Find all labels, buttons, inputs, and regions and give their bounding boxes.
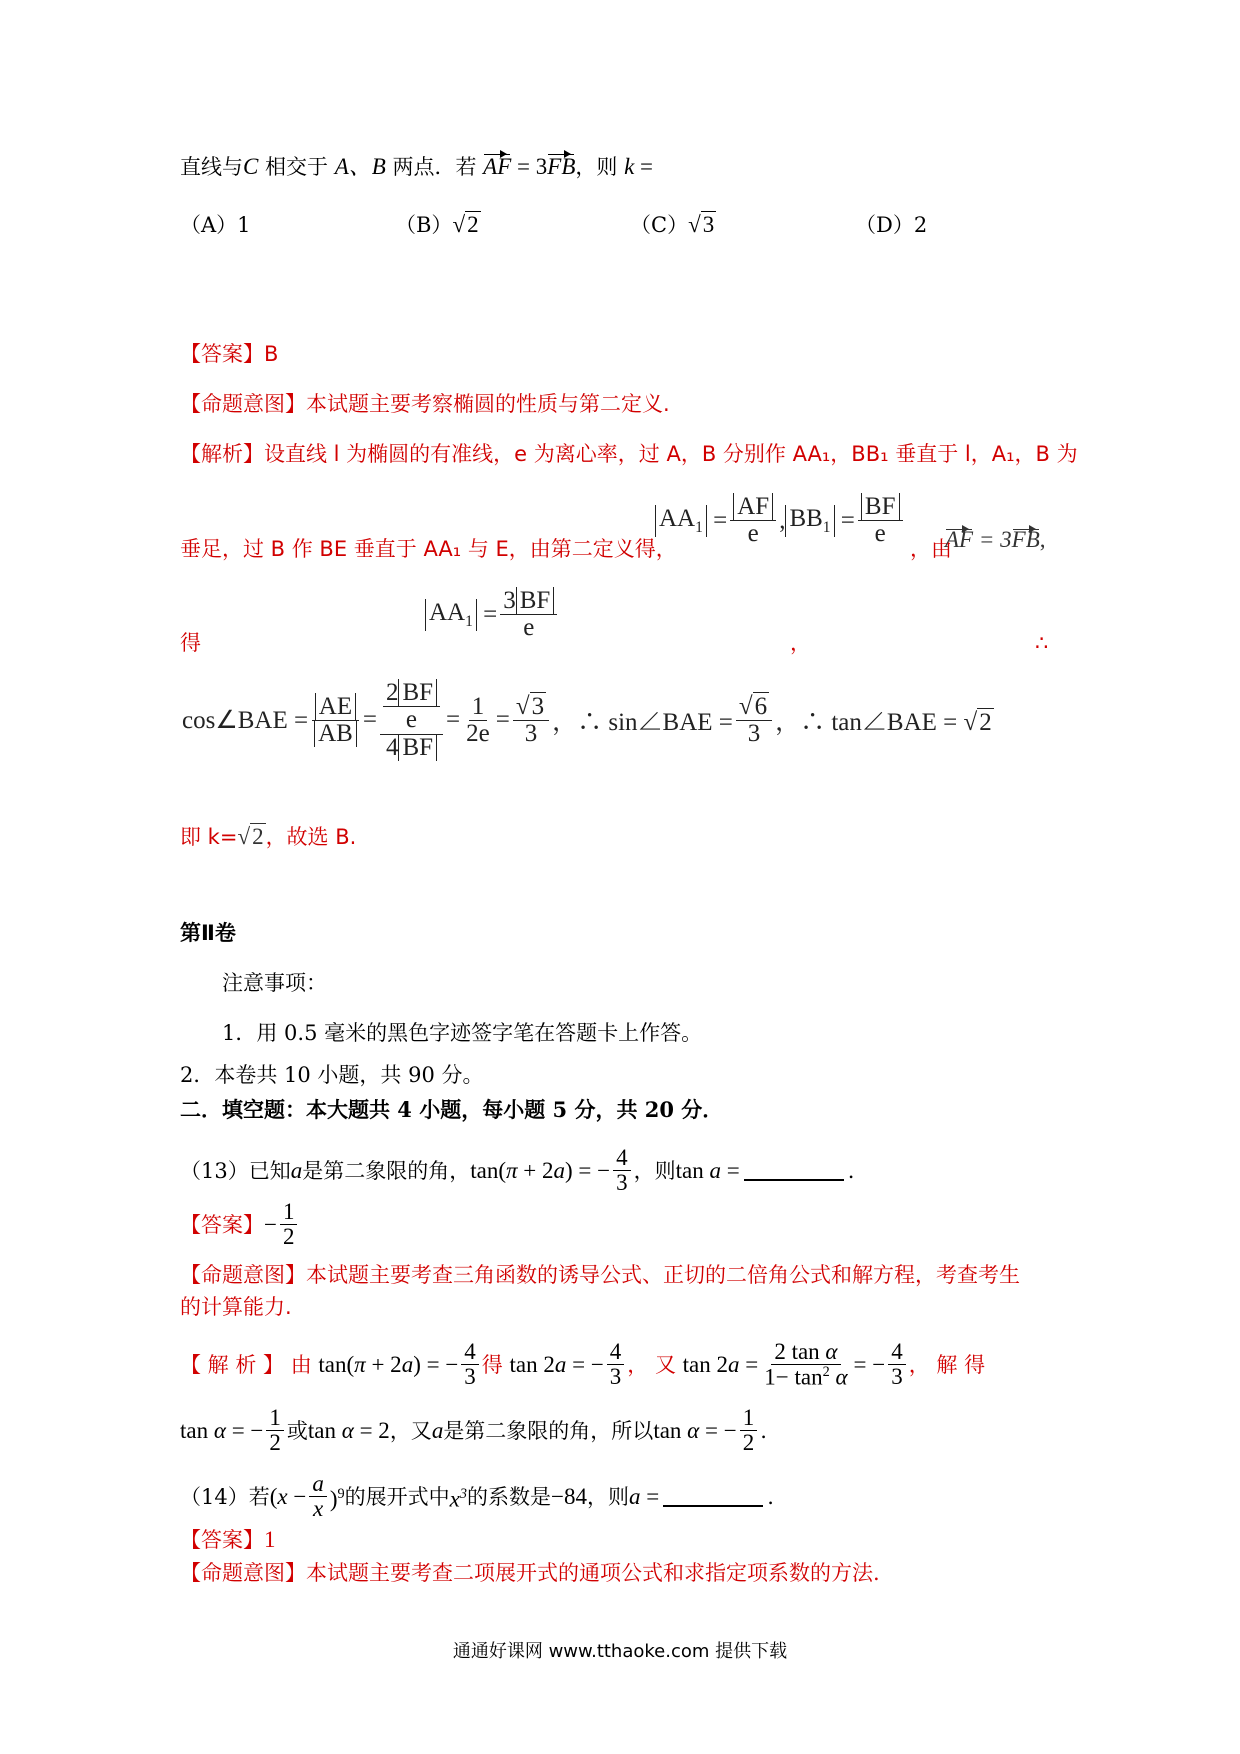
answer-blank[interactable] [663, 1487, 763, 1507]
q12-stem: 直线与C 相交于 A、B 两点．若 AF = 3FB，则 k = [180, 152, 1068, 182]
formula-af-3fb: AF = 3FB, [945, 527, 1046, 552]
page-footer: 通通好课网 www.tthaoke.com 提供下载 [452, 1641, 788, 1662]
notice-item-2: 2．本卷共 10 小题，共 90 分。 [180, 1063, 484, 1087]
option-c: （C）√3 [630, 212, 715, 237]
answer-blank[interactable] [744, 1161, 844, 1181]
q12-by-label: ，由 [910, 537, 952, 561]
q14-answer: 【答案】1 [180, 1527, 276, 1552]
q13-analysis-2: tan α = − $\frac{1}{2}$ 或 tan α = 2 ，又 a 是第二象限的角，所以 tan α = − $\frac{1}{2}$ . [180, 1405, 767, 1456]
q12-intent: 【命题意图】本试题主要考察椭圆的性质与第二定义. [180, 392, 670, 416]
vector-fb: FB [547, 152, 575, 182]
q12-de: 得 [180, 631, 201, 655]
option-b: （B）√2 [395, 212, 479, 237]
q14-stem: （14）若 (x − $\frac{a}{x}$ )$^9$ 的展开式中 $x^3$ 的系数是 −84 ，则 a = . [180, 1471, 774, 1522]
vector-af: AF [483, 152, 511, 182]
notice-item-1: 1．用 0.5 毫米的黑色字迹签字笔在答题卡上作答。 [222, 1021, 703, 1045]
section-title: 第Ⅱ卷 [180, 921, 236, 945]
q13-analysis-1: 【 解 析 】 由 tan(π + 2a) = − $\frac{4}{3}$ 得 tan 2a = − $\frac{4}{3}$ ， 又 tan 2a = $\frac{\text{2 tan α}}{1- \tan^2 \alpha}$ = − $\frac{4}{3}$ ， 解 得 [180, 1339, 986, 1390]
therefore-symbol: ∴ [1035, 631, 1049, 655]
q12-comma: ， [790, 631, 811, 655]
option-d: （D）2 [855, 213, 928, 237]
formula-aa1-3bf: $AA_1$ = $\frac{3 BF}{e}$ [425, 588, 560, 642]
q14-intent: 【命题意图】本试题主要考查二项展开式的通项公式和求指定项系数的方法. [180, 1561, 880, 1585]
formula-aa1-bb1: $AA_1$ = $\frac{AF}{e}$ , $BB_1$ = $\frac{BF}{e}$ [655, 494, 906, 548]
notice-title: 注意事项： [222, 971, 327, 995]
formula-cos-sin-tan: cos∠BAE = $\frac{AE}{AB}$ = $\frac{\frac{2 BF}{e}}{4 BF}$ = $\frac{1}{2e}$ = $\frac{√3}{3}$ ，∴ sin∠BAE = $\frac{√6}{3}$ ，∴ tan∠BAE = √2 [182, 679, 992, 761]
q12-analysis-2: 垂足，过 B 作 BE 垂直于 AA₁ 与 E，由第二定义得， [180, 537, 677, 561]
q12-conclusion: 即 k=√2，故选 B. [180, 824, 357, 849]
q12-analysis-1: 【解析】设直线 l 为椭圆的有准线，e 为离心率，过 A，B 分别作 AA₁，BB₁ 垂直于 l，A₁，B 为 [180, 442, 1078, 466]
part-title: 二．填空题：本大题共 4 小题，每小题 5 分，共 20 分． [180, 1097, 724, 1122]
q13-stem: （13）已知 a 是第二象限的角， tan(π + 2a) = − $\frac{4}{3}$ ，则 tan a = . [180, 1145, 855, 1196]
q13-intent-1: 【命题意图】本试题主要考查三角函数的诱导公式、正切的二倍角公式和解方程，考查考生 [180, 1263, 1020, 1287]
q13-answer: 【答案】 − $\frac{1}{2}$ [180, 1200, 1068, 1249]
option-a: （A）1 [180, 213, 251, 237]
q12-answer: 【答案】B [180, 342, 279, 366]
q13-intent-2: 的计算能力. [180, 1295, 292, 1319]
